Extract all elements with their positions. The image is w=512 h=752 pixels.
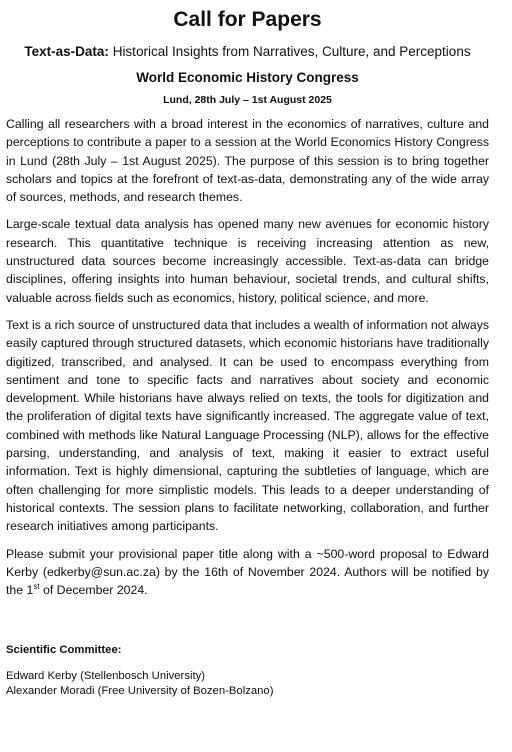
session-subtitle — [6, 43, 489, 61]
committee-member: Edward Kerby (Stellenbosch University) — [6, 670, 206, 683]
text-data-paragraph: Text is a rich source of unstructured data that includes a wealth of information not always easily captured through structured datasets, which economic historians have traditionally digitized, transcribed, and analysed. It can be used to encompass everything from sentiment and tone to specific facts and narratives about society and economic development. While historians have always relied on texts, the tools for digitization and the proliferation of digital texts have significantly increased. The aggregate value of text, combined with methods like Natural Language Processing (NLP), allows for the effective parsing, understanding, and analysis of text, making it easier to extract useful information. Text is highly dimensional, capturing the subtleties of language, which are often challenging for more simplistic models. This leads to a deeper understanding of historical contexts. The session plans to facilitate networking, collaboration, and further research initiatives among participants. — [6, 317, 489, 534]
submission-tail: of December 2024. — [39, 583, 148, 598]
submission-paragraph — [6, 545, 489, 600]
committee-heading: Scientific Committee: — [6, 644, 122, 657]
subtitle-lead: Text-as-Data: — [24, 44, 109, 59]
submission-superscript: st — [33, 582, 40, 592]
congress-name: World Economic History Congress — [136, 70, 359, 85]
submission-text: Please submit your provisional paper title along with a ~500-word proposal to Edward Kerby (edkerby@sun.ac.za) by the 16th of November 2024. Authors will be notified by the 1 — [6, 546, 489, 598]
analysis-paragraph: Large-scale textual data analysis has opened many new avenues for economic history research. This quantitative technique is receiving increasing attention as new, unstructured data sources become increasingly accessible. Text-as-data can bridge disciplines, offering insights into human behaviour, societal trends, and cultural shifts, valuable across fields such as economics, history, political science, and more. — [6, 217, 489, 305]
committee-member: Alexander Moradi (Free University of Bozen-Bolzano) — [6, 685, 274, 698]
page-title: Call for Papers — [173, 8, 322, 31]
congress-dates: Lund, 28th July – 1st August 2025 — [163, 94, 332, 106]
intro-paragraph: Calling all researchers with a broad interest in the economics of narratives, culture and perceptions to contribute a paper to a session at the World Economics History Congress in Lund (28th July – 1st August 2025). The purpose of this session is to bring together scholars and topics at the forefront of text-as-data, demonstrating any of the wide array of sources, methods, and research themes. — [6, 117, 489, 205]
subtitle-rest: Historical Insights from Narratives, Culture, and Perceptions — [108, 44, 471, 59]
